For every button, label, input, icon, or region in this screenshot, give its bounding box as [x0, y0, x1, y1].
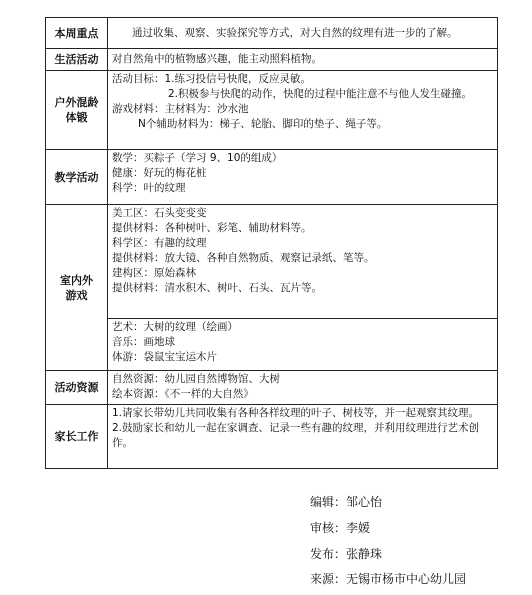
resource-item: 绘本资源：《不一样的大自然》 — [112, 388, 254, 400]
resource-item: 自然资源：幼儿园自然博物馆、大树 — [112, 373, 280, 385]
row-outdoor-exercise — [46, 71, 498, 150]
footer-editor: 编辑：邹心怡 — [310, 495, 383, 509]
row-parents — [46, 405, 498, 469]
life-activity-label: 生活活动 — [46, 49, 108, 71]
games-label-line2: 游戏 — [65, 288, 88, 302]
activity-goal-2: 2.积极参与快爬的动作，快爬的过程中能注意不与他人发生碰撞。 — [168, 88, 473, 100]
games-label-line1: 室内外 — [60, 273, 93, 287]
games-label — [46, 205, 108, 371]
game-material-aux: N个辅助材料为：梯子、轮胎、脚印的垫子、绳子等。 — [138, 118, 388, 130]
weekly-focus-label: 本周重点 — [46, 18, 108, 49]
teaching-item: 数学：买粽子（学习 9、10的组成） — [112, 152, 283, 164]
area-item: 科学区：有趣的纹理 — [112, 237, 207, 249]
other-game-item: 体游：袋鼠宝宝运木片 — [112, 351, 217, 363]
parent-task-item: 2.鼓励家长和幼儿一起在家调查、记录一些有趣的纹理，并利用纹理进行艺术创作。 — [112, 422, 480, 449]
game-material-main: 游戏材料：主材料为：沙水池 — [112, 103, 249, 115]
weekly-focus-text: 通过收集、观察、实验探究等方式，对大自然的纹理有进一步的了解。 — [132, 26, 458, 39]
area-item: 提供材料：各种树叶、彩笔、辅助材料等。 — [112, 222, 312, 234]
row-weekly-focus — [46, 18, 498, 49]
teaching-item: 科学：叶的纹理 — [112, 182, 186, 194]
area-item: 提供材料：清水积木、树叶、石头、瓦片等。 — [112, 282, 322, 294]
resources-label: 活动资源 — [46, 371, 108, 405]
teaching-label: 教学活动 — [46, 150, 108, 205]
footer-reviewer: 审核：李媛 — [310, 521, 371, 535]
outdoor-label-line1: 户外混龄 — [54, 96, 99, 109]
area-item: 美工区：石头变变变 — [112, 207, 207, 219]
activity-goal-1: 活动目标：1.练习投信号快爬，反应灵敏。 — [112, 73, 312, 85]
outdoor-label-line2: 体锻 — [65, 111, 88, 124]
area-item: 提供材料：放大镜、各种自然物质、观察记录纸、笔等。 — [112, 252, 375, 264]
parents-label: 家长工作 — [46, 405, 108, 469]
footer-source: 来源：无锡市杨市中心幼儿园 — [310, 572, 467, 586]
weekly-plan-table — [45, 17, 498, 469]
footer-publisher: 发布：张静珠 — [310, 547, 383, 561]
life-activity-text: 对自然角中的植物感兴趣，能主动照料植物。 — [112, 53, 322, 65]
row-games-others — [46, 319, 498, 371]
row-life-activity — [46, 49, 498, 71]
row-games-areas — [46, 205, 498, 319]
area-item: 建构区：原始森林 — [112, 267, 196, 279]
outdoor-exercise-label — [46, 71, 108, 150]
other-game-item: 音乐：画地球 — [112, 336, 175, 348]
teaching-item: 健康：好玩的梅花桩 — [112, 167, 207, 179]
other-game-item: 艺术：大树的纹理（绘画） — [112, 321, 238, 333]
row-teaching — [46, 150, 498, 205]
parent-task-item: 1.请家长带幼儿共同收集有各种各样纹理的叶子、树枝等，并一起观察其纹理。 — [112, 407, 480, 419]
row-resources — [46, 371, 498, 405]
